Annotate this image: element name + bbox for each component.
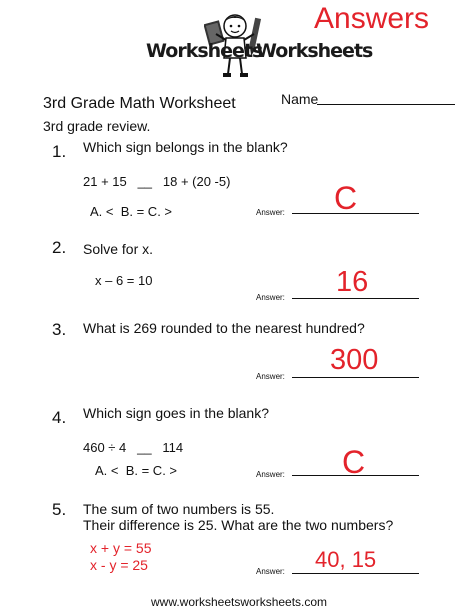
question-expression: x – 6 = 10 — [95, 273, 153, 288]
question-text: What is 269 rounded to the nearest hundred? — [83, 320, 365, 336]
answer-value: C — [342, 444, 366, 480]
question-number: 5. — [52, 500, 67, 519]
answer-choices: A. < B. = C. > — [95, 463, 178, 478]
worksheets-logo — [136, 8, 373, 80]
answers-heading: Answers — [314, 2, 430, 35]
question-text-line-2: Their difference is 25. What are the two numbers? — [83, 517, 394, 533]
answer-value: 300 — [330, 344, 379, 376]
answer-choices: A. < B. = C. > — [90, 204, 173, 219]
question-number: 4. — [52, 408, 67, 427]
question-expression: 21 + 15 __ 18 + (20 -5) — [83, 174, 231, 189]
logo-text-right: Worksheets — [256, 40, 373, 62]
question-number: 3. — [52, 320, 67, 339]
answer-value: 40, 15 — [315, 547, 377, 572]
answer-line — [292, 377, 419, 378]
answer-label: Answer: — [256, 293, 285, 302]
name-label: Name — [281, 91, 319, 107]
answer-label: Answer: — [256, 470, 285, 479]
answer-line — [292, 573, 419, 574]
logo-text-left: Worksheets — [146, 40, 263, 62]
answer-value: C — [334, 180, 358, 216]
question-expression: 460 ÷ 4 __ 114 — [83, 440, 184, 455]
name-blank-line — [317, 104, 455, 105]
question-text: Solve for x. — [83, 241, 154, 257]
work-equation-1: x + y = 55 — [90, 540, 152, 556]
page-title: 3rd Grade Math Worksheet — [43, 95, 236, 112]
answer-label: Answer: — [256, 567, 285, 576]
work-equation-2: x - y = 25 — [90, 557, 148, 573]
question-text: Which sign belongs in the blank? — [83, 139, 288, 155]
answer-value: 16 — [336, 266, 369, 298]
footer-url: www.worksheetsworksheets.com — [151, 595, 328, 609]
question-number: 1. — [52, 142, 67, 161]
answer-label: Answer: — [256, 208, 285, 217]
question-text-line-1: The sum of two numbers is 55. — [83, 501, 275, 517]
subtitle: 3rd grade review. — [43, 118, 151, 134]
question-number: 2. — [52, 238, 67, 257]
question-text: Which sign goes in the blank? — [83, 405, 269, 421]
answer-label: Answer: — [256, 372, 285, 381]
